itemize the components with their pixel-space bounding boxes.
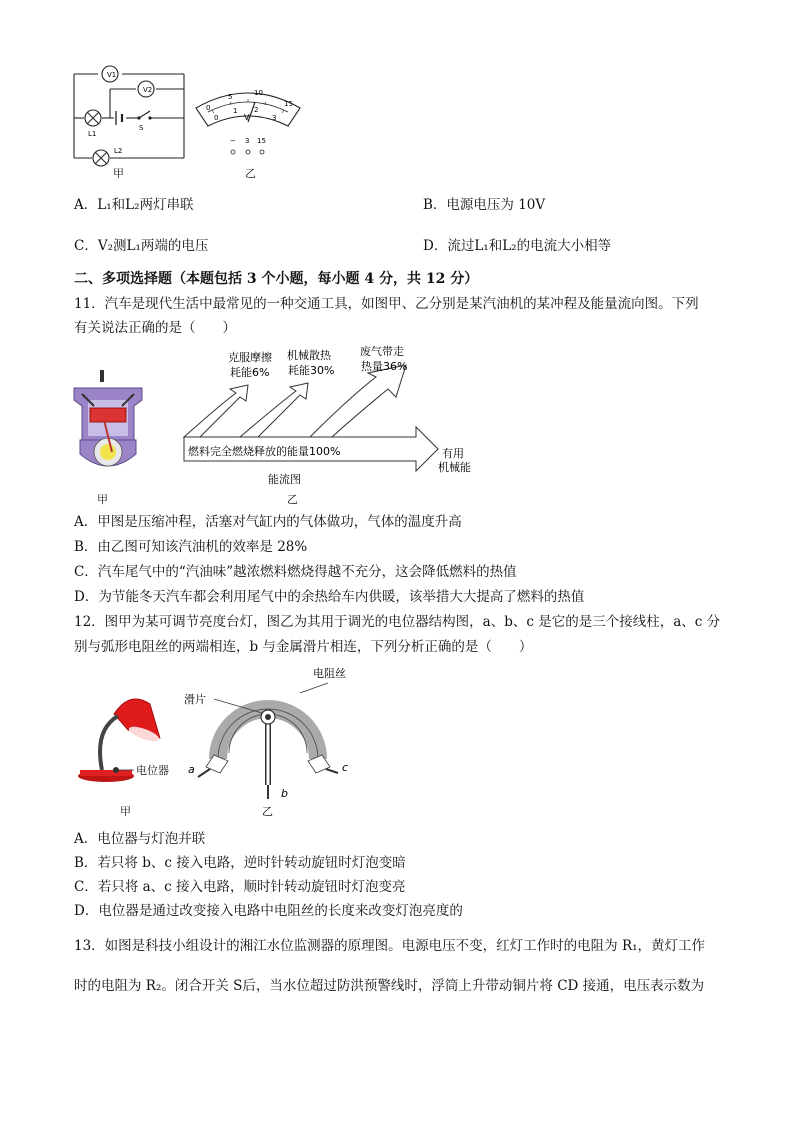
useful-energy-label-a: 有用 <box>442 447 464 460</box>
q10-option-d[interactable]: D．流过L₁和L₂的电流大小相等 <box>423 238 612 254</box>
terminal-a-label: a <box>188 763 195 776</box>
q11-option-d[interactable]: D．为节能冬天汽车都会利用尾气中的余热给车内供暖，该举措大大提高了燃料的热值 <box>74 589 585 605</box>
terminal-15: 15 <box>257 137 266 145</box>
q12-option-b[interactable]: B．若只将 b、c 接入电路，逆时针转动旋钮时灯泡变暗 <box>74 855 406 871</box>
potentiometer-label: 电位器 <box>136 764 169 777</box>
section-header-multiple-choice: 二、多项选择题（本题包括 3 个小题，每小题 4 分，共 12 分） <box>74 271 479 287</box>
q13-stem-line2: 时的电阻为 R₂。闭合开关 S后，当水位超过防洪预警线时，浮筒上升带动铜片将 CD 接通，电压表示数为 <box>74 978 705 994</box>
q12-caption-yi: 乙 <box>262 805 273 818</box>
q11-caption-jia: 甲 <box>97 493 108 506</box>
v2-label: V2 <box>143 86 153 94</box>
loss-exhaust-value: 热量36% <box>361 360 408 373</box>
q12-option-c[interactable]: C．若只将 a、c 接入电路，顺时针转动旋钮时灯泡变亮 <box>74 879 406 895</box>
q11-stem-line2: 有关说法正确的是（ ） <box>74 320 236 336</box>
energy-flow-diagram <box>180 345 480 490</box>
fig10-caption-yi: 乙 <box>245 167 256 180</box>
engine-cylinder-image <box>68 370 148 480</box>
q10-option-a[interactable]: A．L₁和L₂两灯串联 <box>74 197 194 213</box>
loss-friction-label: 克服摩擦 <box>228 351 272 364</box>
q11-caption-yi: 乙 <box>287 493 298 506</box>
potentiometer-structure <box>180 665 350 818</box>
scale-top-0: 0 <box>206 104 211 112</box>
terminal-neg: − <box>230 137 236 145</box>
loss-heat-label: 机械散热 <box>287 349 331 362</box>
scale-bottom-1: 1 <box>233 107 238 115</box>
q12-stem-line2: 别与弧形电阻丝的两端相连，b 与金属滑片相连，下列分析正确的是（ ） <box>74 639 533 655</box>
q12-option-a[interactable]: A．电位器与灯泡并联 <box>74 831 206 847</box>
voltmeter-dial <box>192 86 304 160</box>
scale-top-15: 15 <box>284 100 293 108</box>
l1-label: L1 <box>88 130 97 138</box>
q11-option-b[interactable]: B．由乙图可知该汽油机的效率是 28% <box>74 539 308 555</box>
scale-top-5: 5 <box>228 93 233 101</box>
fig10-caption-jia: 甲 <box>113 167 124 180</box>
scale-bottom-3: 3 <box>272 114 277 122</box>
scale-bottom-0: 0 <box>214 114 219 122</box>
fuel-energy-label: 燃料完全燃烧释放的能量100% <box>188 445 341 458</box>
scale-bottom-2: 2 <box>254 106 259 114</box>
loss-exhaust-label: 废气带走 <box>360 345 404 358</box>
useful-energy-label-b: 机械能 <box>438 461 471 474</box>
terminal-b-label: b <box>281 787 288 800</box>
q12-stem-line1: 12．图甲为某可调节亮度台灯，图乙为其用于调光的电位器结构图，a、b、c 是它的是三个接线柱，a、c 分 <box>74 614 721 630</box>
q13-stem-line1: 13．如图是科技小组设计的湘江水位监测器的原理图。电源电压不变，红灯工作时的电阻为 R₁，黄灯工作 <box>74 938 706 954</box>
q11-option-a[interactable]: A．甲图是压缩冲程，活塞对气缸内的气体做功，气体的温度升高 <box>74 514 462 530</box>
loss-friction-value: 耗能6% <box>230 366 270 379</box>
slider-label: 滑片 <box>184 693 206 706</box>
scale-top-10: 10 <box>254 89 263 97</box>
q10-option-c[interactable]: C．V₂测L₁两端的电压 <box>74 238 209 254</box>
loss-heat-value: 耗能30% <box>288 364 335 377</box>
terminal-3: 3 <box>245 137 250 145</box>
q11-stem-line1: 11．汽车是现代生活中最常见的一种交通工具，如图甲、乙分别是某汽油机的某冲程及能量流向图。下列 <box>74 296 699 312</box>
meter-unit: V <box>244 113 250 122</box>
energy-flow-title: 能流图 <box>268 473 301 486</box>
v1-label: V1 <box>107 71 117 79</box>
q10-option-b[interactable]: B．电源电压为 10V <box>423 197 546 213</box>
terminal-c-label: c <box>342 761 349 774</box>
resistance-wire-label: 电阻丝 <box>313 667 346 680</box>
switch-label: S <box>139 124 144 132</box>
q11-option-c[interactable]: C．汽车尾气中的“汽油味”越浓燃料燃烧得越不充分，这会降低燃料的热值 <box>74 564 517 580</box>
circuit-diagram-jia <box>66 60 196 180</box>
q12-option-d[interactable]: D．电位器是通过改变接入电路中电阻丝的长度来改变灯泡亮度的 <box>74 903 463 919</box>
l2-label: L2 <box>114 147 123 155</box>
q12-caption-jia: 甲 <box>120 805 131 818</box>
